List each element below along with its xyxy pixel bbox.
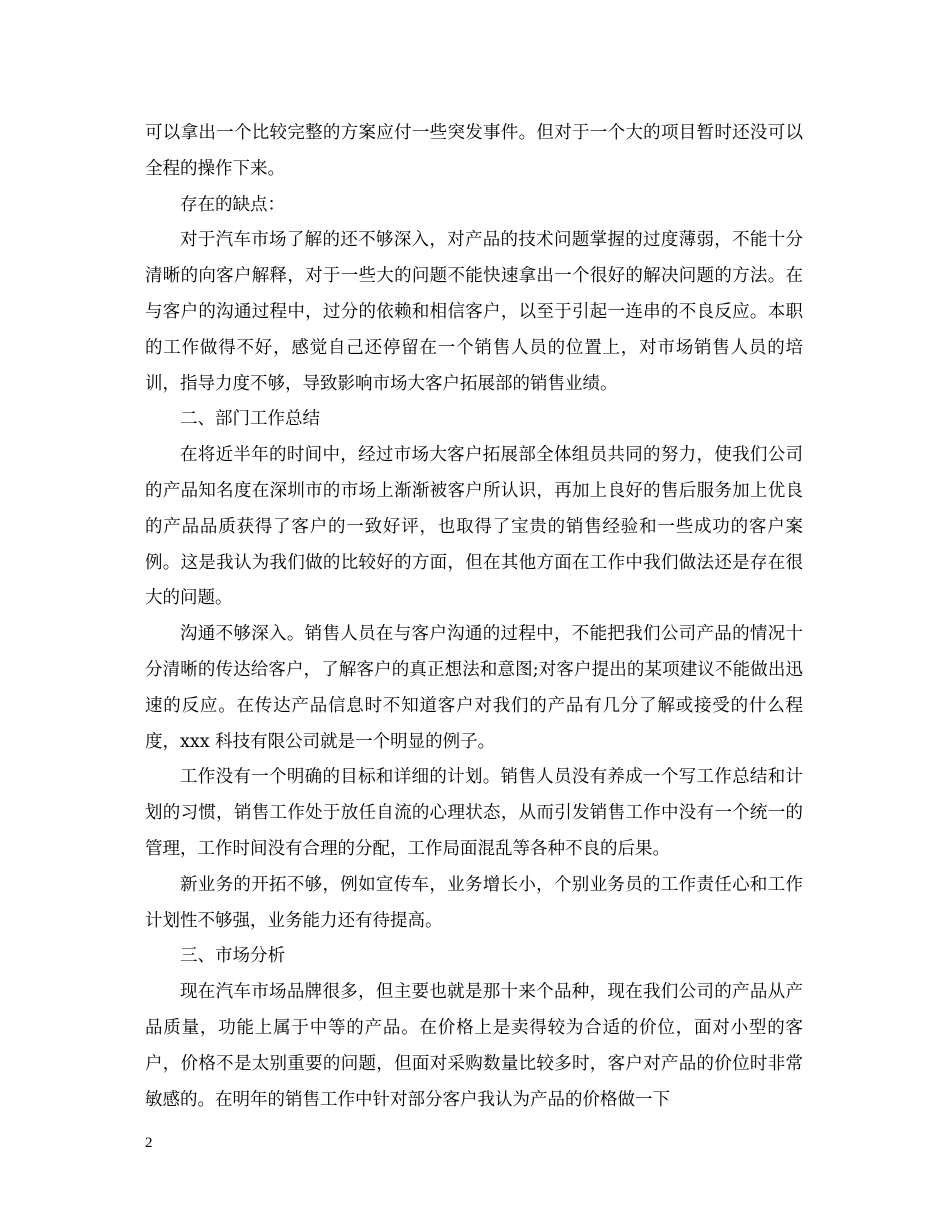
paragraph: 对于汽车市场了解的还不够深入，对产品的技术问题掌握的过度薄弱，不能十分清晰的向客户解释，对于一些大的问题不能快速拿出一个很好的解决问题的方法。在与客户的沟通过程中，过分的依赖和相信客户，以至于引起一连串的不良反应。本职的工作做得不好，感觉自己还停留在一个销售人员的位置上，对市场销售人员的培训，指导力度不够，导致影响市场大客户拓展部的销售业绩。 bbox=[145, 230, 803, 394]
paragraph: 可以拿出一个比较完整的方案应付一些突发事件。但对于一个大的项目暂时还没可以全程的操作下来。 bbox=[145, 123, 803, 179]
page-number: 2 bbox=[145, 1135, 153, 1151]
paragraph: 在将近半年的时间中，经过市场大客户拓展部全体组员共同的努力，使我们公司的产品知名度在深圳市的市场上渐渐被客户所认识，再加上良好的售后服务加上优良的产品品质获得了客户的一致好评，也取得了宝贵的销售经验和一些成功的客户案例。这是我认为我们做的比较好的方面，但在其他方面在工作中我们做法还是存在很大的问题。 bbox=[145, 445, 803, 609]
paragraph: 存在的缺点： bbox=[180, 194, 285, 215]
paragraph: 现在汽车市场品牌很多，但主要也就是那十来个品种，现在我们公司的产品从产品质量，功能上属于中等的产品。在价格上是卖得较为合适的价位，面对小型的客户，价格不是太别重要的问题，但面对采购数量比较多时，客户对产品的价位时非常敏感的。在明年的销售工作中针对部分客户我认为产品的价格做一下 bbox=[145, 982, 803, 1110]
paragraph: 新业务的开拓不够，例如宣传车，业务增长小，个别业务员的工作责任心和工作计划性不够强，业务能力还有待提高。 bbox=[145, 874, 803, 931]
paragraph: 工作没有一个明确的目标和详细的计划。销售人员没有养成一个写工作总结和计划的习惯，销售工作处于放任自流的心理状态，从而引发销售工作中没有一个统一的管理，工作时间没有合理的分配，工作局面混乱等各种不良的后果。 bbox=[145, 767, 803, 859]
section-heading: 二、部门工作总结 bbox=[180, 409, 320, 430]
section-heading: 三、市场分析 bbox=[180, 946, 285, 967]
document-body bbox=[145, 116, 803, 1118]
paragraph: 沟通不够深入。销售人员在与客户沟通的过程中，不能把我们公司产品的情况十分清晰的传达给客户，了解客户的真正想法和意图;对客户提出的某项建议不能做出迅速的反应。在传达产品信息时不知道客户对我们的产品有几分了解或接受的什么程度，xxx 科技有限公司就是一个明显的例子。 bbox=[145, 624, 803, 752]
